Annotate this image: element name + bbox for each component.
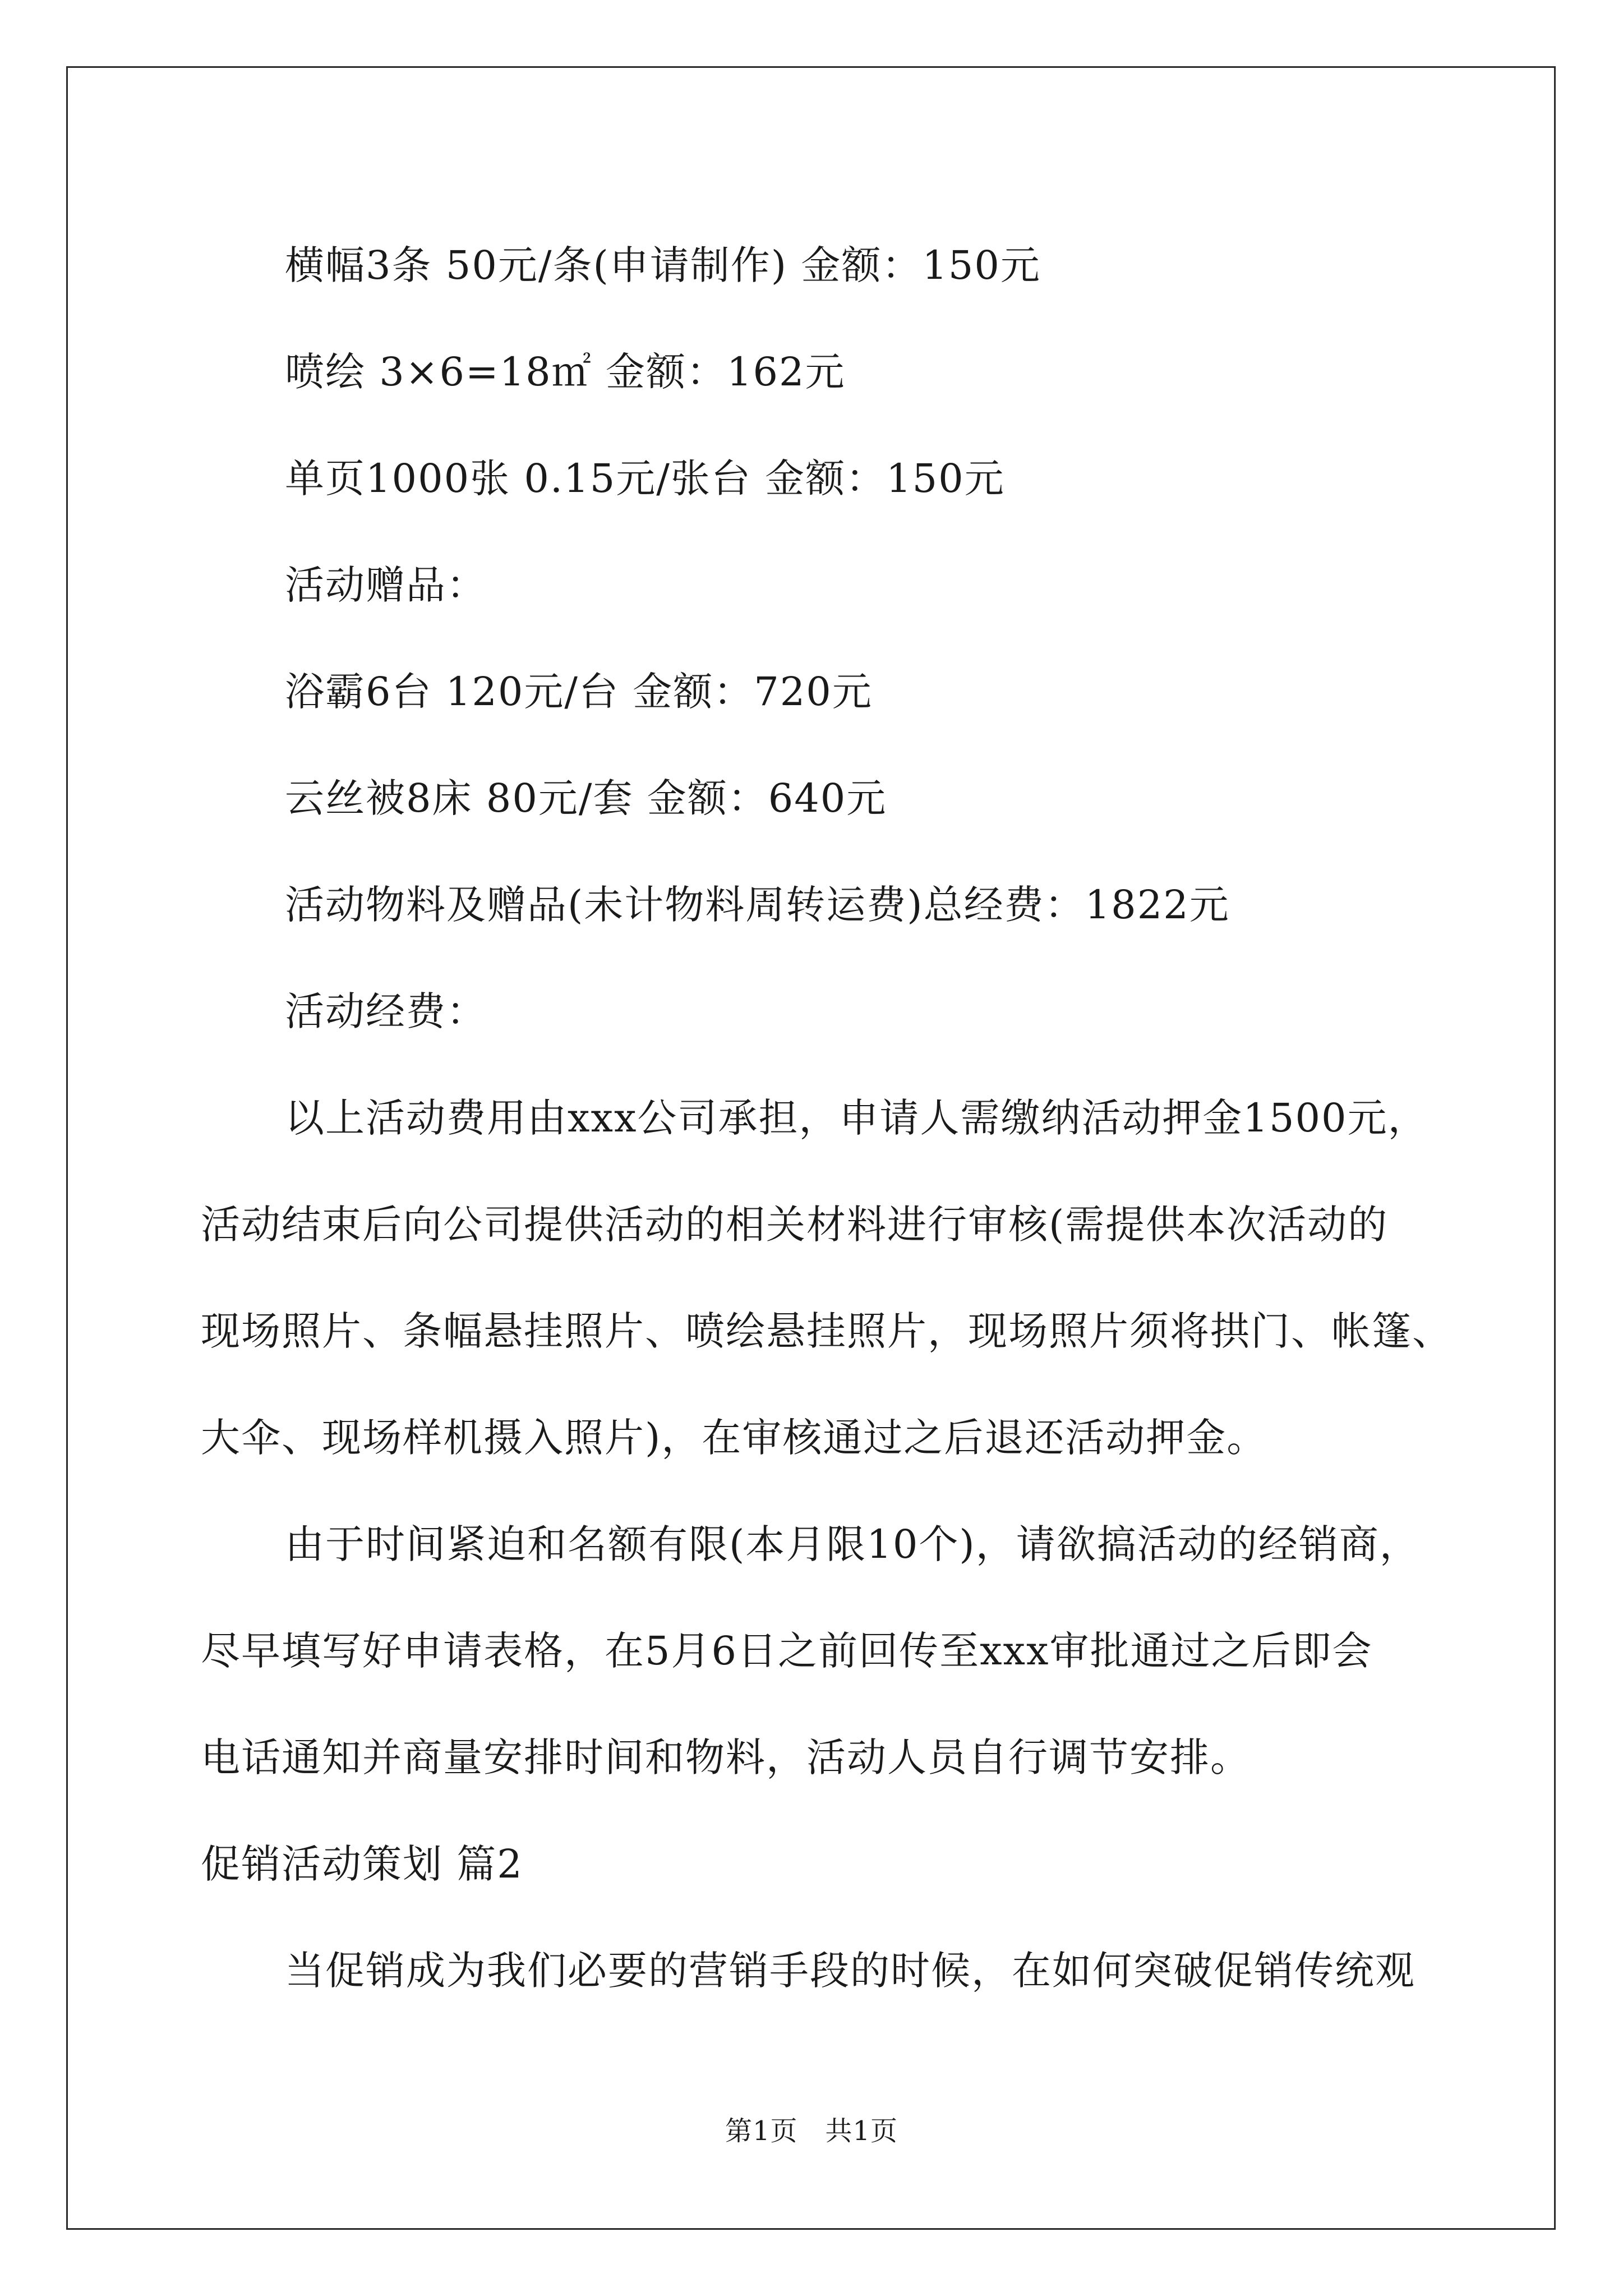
text-line: 喷绘 3×6=18㎡ 金额：162元 [285,349,846,395]
paragraph-line: 活动结束后向公司提供活动的相关材料进行审核(需提供本次活动的 [201,1202,1389,1248]
text-line: 云丝被8床 80元/套 金额：640元 [285,775,887,821]
text-line: 活动物料及赠品(未计物料周转运费)总经费：1822元 [285,882,1230,928]
paragraph-line: 现场照片、条幅悬挂照片、喷绘悬挂照片，现场照片须将拱门、帐篷、 [201,1308,1453,1354]
paragraph-start: 当促销成为我们必要的营销手段的时候，在如何突破促销传统观 [285,1948,1415,1994]
paragraph-start: 以上活动费用由xxx公司承担，申请人需缴纳活动押金1500元， [285,1095,1428,1141]
text-line: 单页1000张 0.15元/张台 金额：150元 [285,455,1005,501]
paragraph-start: 由于时间紧迫和名额有限(本月限10个)，请欲搞活动的经销商， [285,1521,1420,1567]
text-line: 活动经费： [285,988,487,1034]
page-footer: 第1页 共1页 [725,2115,898,2147]
paragraph-line: 大伞、现场样机摄入照片)，在审核通过之后退还活动押金。 [201,1415,1267,1461]
text-line: 浴霸6台 120元/台 金额：720元 [285,669,873,715]
paragraph-line: 尽早填写好申请表格，在5月6日之前回传至xxx审批通过之后即会 [201,1628,1373,1674]
text-line: 横幅3条 50元/条(申请制作) 金额：150元 [285,242,1041,288]
document-body [201,212,1471,2024]
paragraph-line: 电话通知并商量安排时间和物料，活动人员自行调节安排。 [201,1734,1251,1780]
section-heading: 促销活动策划 篇2 [201,1841,523,1887]
text-line: 活动赠品： [285,562,487,608]
